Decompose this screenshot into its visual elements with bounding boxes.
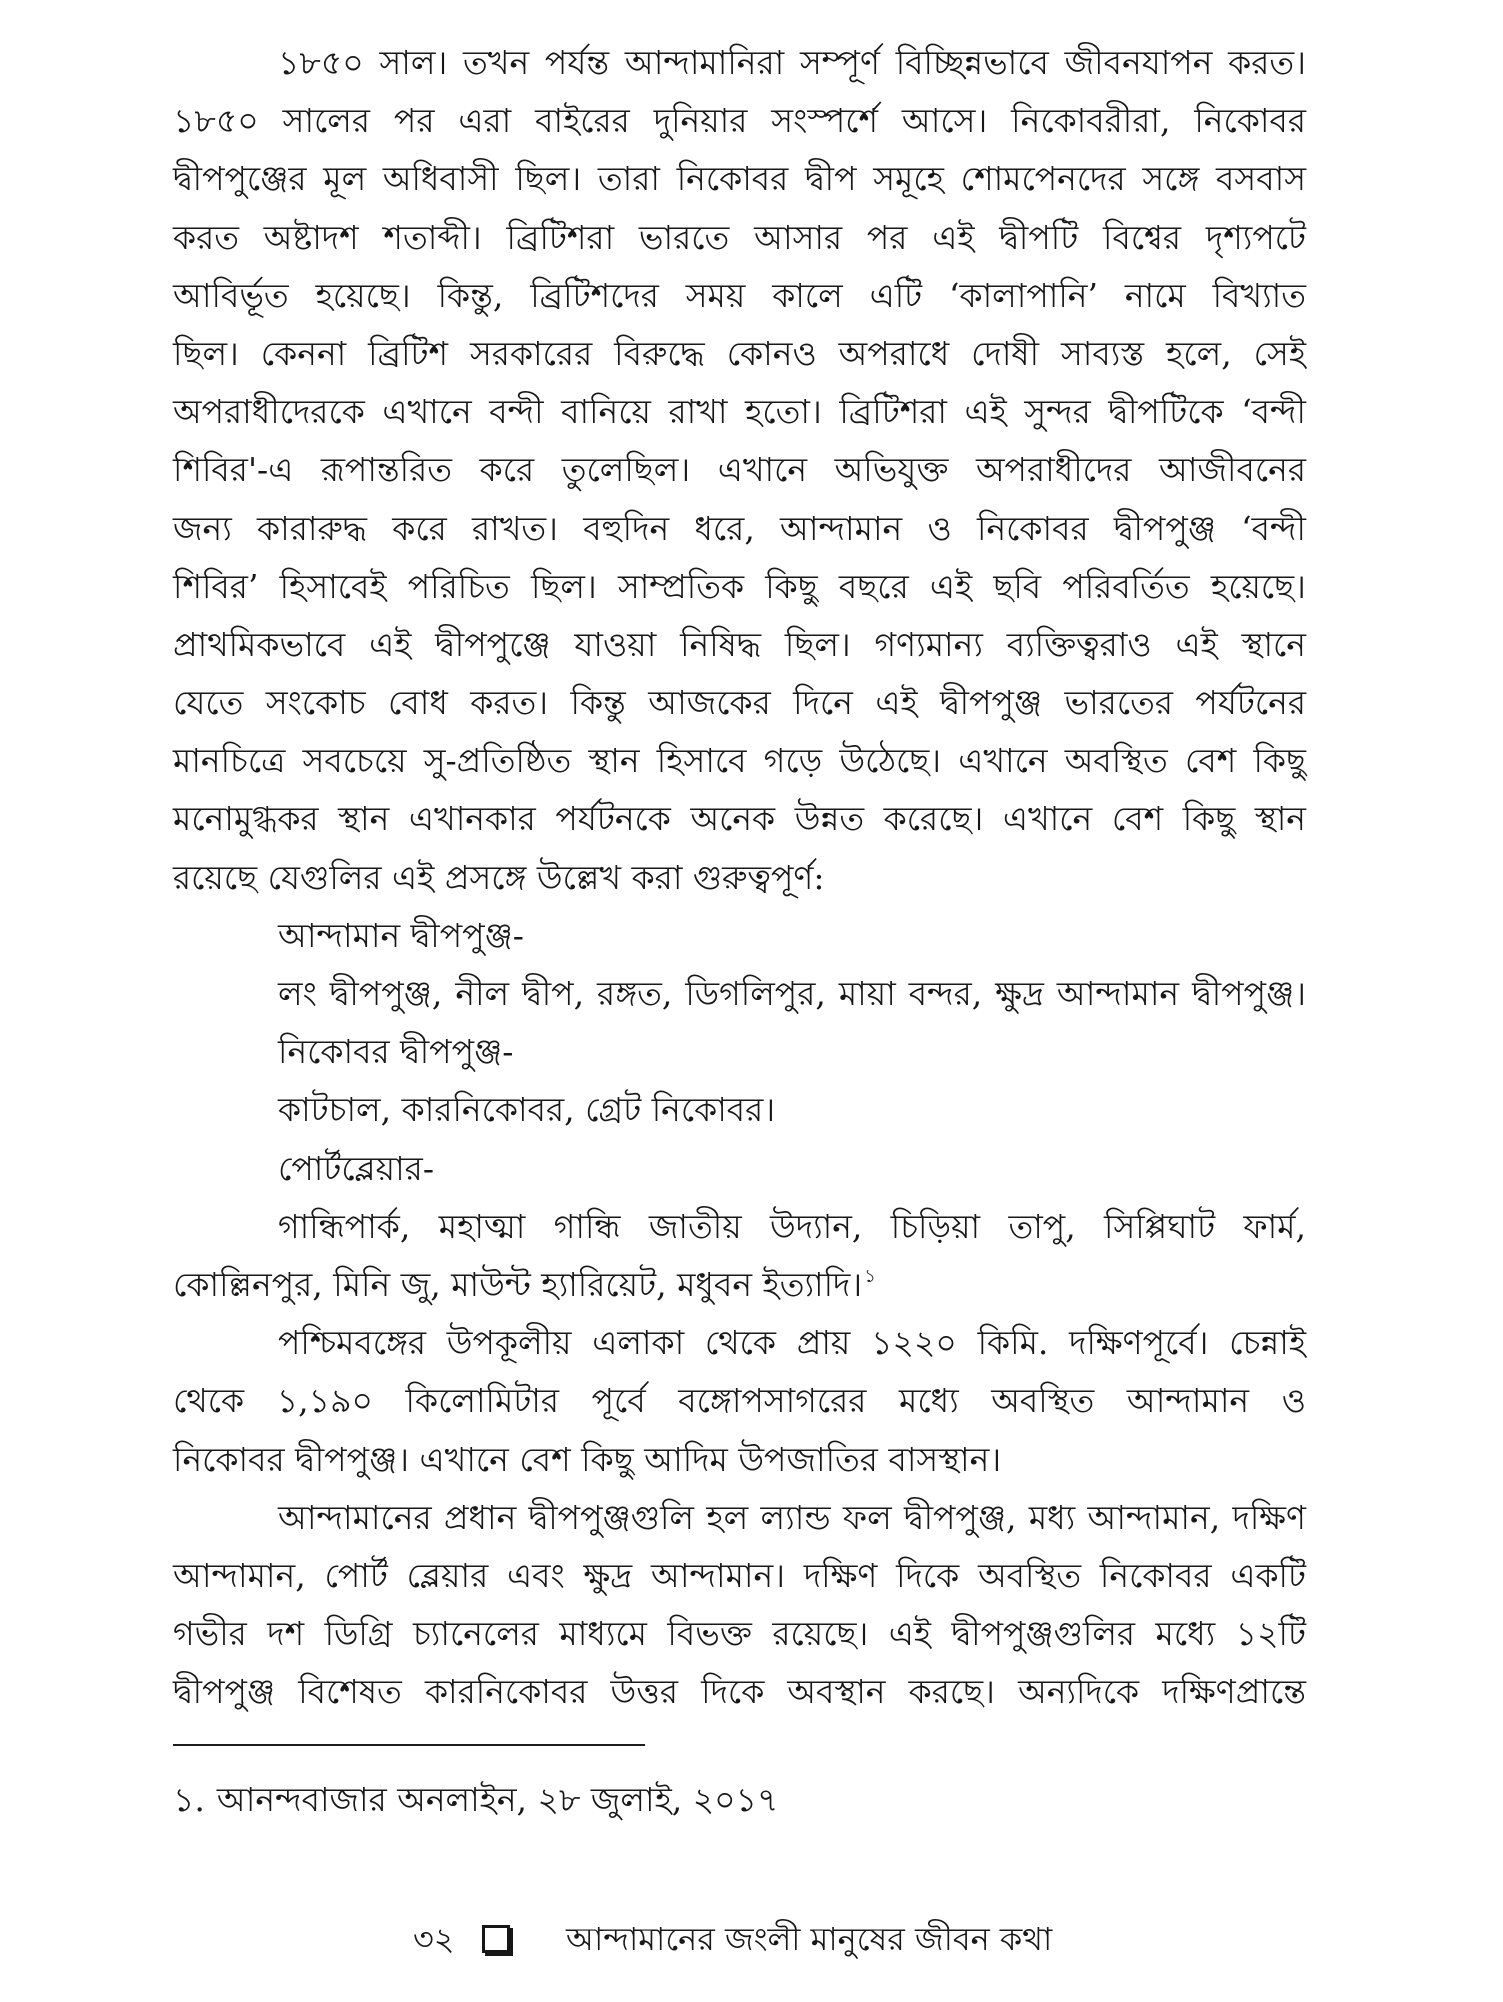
port-blair-places-text: কোল্লিনপুর, মিনি জু, মাউন্ট হ্যারিয়েট, মধুবন ইত্যাদি। — [173, 1264, 863, 1304]
intro-paragraph-line: শিবির’ হিসাবেই পরিচিত ছিল। সাম্প্রতিক কিছু বছরে এই ছবি পরিবর্তিত হয়েছে। — [173, 566, 1306, 606]
intro-paragraph-line: আবির্ভূত হয়েছে। কিন্তু, ব্রিটিশদের সময় কালে এটি ‘কালাপানি’ নামে বিখ্যাত — [173, 275, 1306, 315]
intro-paragraph-line: শিবির'-এ রূপান্তরিত করে তুলেছিল। এখানে অভিযুক্ত অপরাধীদের আজীবনের — [173, 450, 1306, 490]
book-title: আন্দামানের জংলী মানুষের জীবন কথা — [566, 1920, 1053, 1958]
footnote-marker: ১. — [173, 1780, 205, 1819]
page-body — [173, 34, 1306, 1721]
islands-paragraph-line: আন্দামানের প্রধান দ্বীপপুঞ্জগুলি হল ল্যান্ড ফল দ্বীপপুঞ্জ, মধ্য আন্দামান, দক্ষিণ — [278, 1497, 1306, 1537]
location-paragraph-line: পশ্চিমবঙ্গের উপকূলীয় এলাকা থেকে প্রায় ১২২০ কিমি. দক্ষিণপূর্বে। চেন্নাই — [278, 1323, 1306, 1363]
intro-paragraph-line: করত অষ্টাদশ শতাব্দী। ব্রিটিশরা ভারতে আসার পর এই দ্বীপটি বিশ্বের দৃশ্যপটে — [173, 217, 1306, 257]
islands-paragraph-line: গভীর দশ ডিগ্রি চ্যানেলের মাধ্যমে বিভক্ত রয়েছে। এই দ্বীপপুঞ্জগুলির মধ্যে ১২টি — [173, 1614, 1306, 1654]
location-paragraph-line: থেকে ১,১৯০ কিলোমিটার পূর্বে বঙ্গোপসাগরের মধ্যে অবস্থিত আন্দামান ও — [173, 1381, 1306, 1421]
intro-paragraph-line: রয়েছে যেগুলির এই প্রসঙ্গে উল্লেখ করা গুরুত্বপূর্ণ: — [173, 857, 825, 897]
intro-paragraph-line: মনোমুগ্ধকর স্থান এখানকার পর্যটনকে অনেক উন্নত করেছে। এখানে বেশ কিছু স্থান — [173, 799, 1306, 839]
footnote-text: আনন্দবাজার অনলাইন, ২৮ জুলাই, ২০১৭ — [216, 1780, 779, 1819]
intro-paragraph-line: জন্য কারারুদ্ধ করে রাখত। বহুদিন ধরে, আন্দামান ও নিকোবর দ্বীপপুঞ্জ ‘বন্দী — [173, 508, 1306, 548]
footnote — [173, 1774, 779, 1826]
intro-paragraph-line: যেতে সংকোচ বোধ করত। কিন্তু আজকের দিনে এই দ্বীপপুঞ্জ ভারতের পর্যটনের — [173, 683, 1306, 723]
intro-paragraph-line: ১৮৫০ সাল। তখন পর্যন্ত আন্দামানিরা সম্পূর্ণ বিচ্ছিন্নভাবে জীবনযাপন করত। — [278, 43, 1306, 82]
port-blair-heading: পোর্টব্লেয়ার- — [278, 1148, 434, 1188]
page-footer — [0, 1912, 1503, 1966]
intro-paragraph-line: প্রাথমিকভাবে এই দ্বীপপুঞ্জে যাওয়া নিষিদ্ধ ছিল। গণ্যমান্য ব্যক্তিত্বরাও এই স্থানে — [173, 624, 1306, 664]
footnote-ref-marker: ১ — [864, 1266, 877, 1288]
nicobar-islands-heading: নিকোবর দ্বীপপুঞ্জ- — [278, 1032, 514, 1072]
intro-paragraph-line: মানচিত্রে সবচেয়ে সু-প্রতিষ্ঠিত স্থান হিসাবে গড়ে উঠেছে। এখানে অবস্থিত বেশ কিছু — [173, 741, 1306, 781]
islands-paragraph-line: আন্দামান, পোর্ট ব্লেয়ার এবং ক্ষুদ্র আন্দামান। দক্ষিণ দিকে অবস্থিত নিকোবর একটি — [173, 1555, 1306, 1595]
nicobar-places-list: কাটচাল, কারনিকোবর, গ্রেট নিকোবর। — [278, 1090, 776, 1130]
intro-paragraph-line: দ্বীপপুঞ্জের মূল অধিবাসী ছিল। তারা নিকোবর দ্বীপ সমূহে শোমপেনদের সঙ্গে বসবাস — [173, 159, 1306, 199]
port-blair-places-line — [173, 1256, 1306, 1314]
andaman-islands-heading: আন্দামান দ্বীপপুঞ্জ- — [278, 915, 524, 955]
page-number: ৩২ — [413, 1920, 455, 1958]
intro-paragraph-line: অপরাধীদেরকে এখানে বন্দী বানিয়ে রাখা হতো। ব্রিটিশরা এই সুন্দর দ্বীপটিকে ‘বন্দী — [173, 392, 1306, 432]
footnote-divider — [173, 1744, 645, 1746]
port-blair-places-line: গান্ধিপার্ক, মহাত্মা গান্ধি জাতীয় উদ্যান, চিড়িয়া তাপু, সিপ্পিঘাট ফার্ম, — [278, 1206, 1306, 1246]
islands-paragraph-line: দ্বীপপুঞ্জ বিশেষত কারনিকোবর উত্তর দিকে অবস্থান করছে। অন্যদিকে দক্ষিণপ্রান্তে — [173, 1672, 1306, 1712]
location-paragraph-line: নিকোবর দ্বীপপুঞ্জ। এখানে বেশ কিছু আদিম উপজাতির বাসস্থান। — [173, 1439, 1002, 1479]
andaman-places-list: লং দ্বীপপুঞ্জ, নীল দ্বীপ, রঙ্গত, ডিগলিপুর, মায়া বন্দর, ক্ষুদ্র আন্দামান দ্বীপপুঞ্জ। — [278, 974, 1306, 1013]
intro-paragraph-line: ছিল। কেননা ব্রিটিশ সরকারের বিরুদ্ধে কোনও অপরাধে দোষী সাব্যস্ত হলে, সেই — [173, 333, 1306, 373]
intro-paragraph-line: ১৮৫০ সালের পর এরা বাইরের দুনিয়ার সংস্পর্শে আসে। নিকোবরীরা, নিকোবর — [173, 101, 1306, 141]
square-icon — [482, 1925, 510, 1953]
